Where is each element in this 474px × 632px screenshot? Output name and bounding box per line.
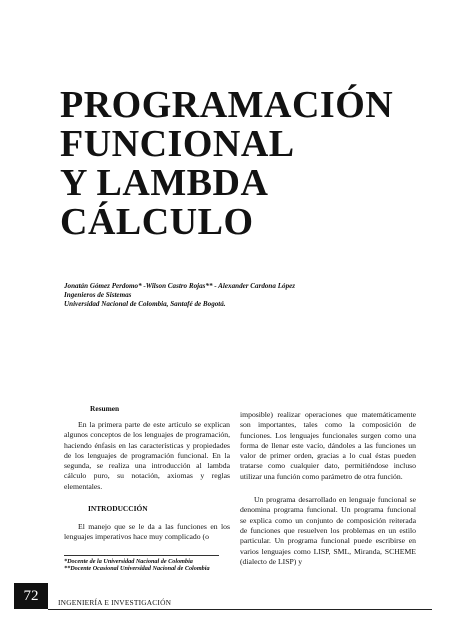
introduccion-paragraph: El manejo que se le da a las funciones en los lenguajes imperativos hace muy complicado (o: [64, 522, 230, 542]
right-column: [240, 410, 416, 567]
footnote-rule: [64, 555, 219, 556]
footnote-1: *Docente de la Universidad Nacional de Colombia: [64, 558, 193, 565]
resumen-heading: Resumen: [90, 404, 120, 413]
resumen-body: [64, 420, 230, 492]
article-title: [60, 86, 440, 242]
right-paragraph-2: Un programa desarrollado en lenguaje funcional se denomina programa funcional. Un programa funcional se explica como un conjunto de composición reiterada de funciones que resuelven los problemas en un estilo particular. Un programa funcional puede escribirse en varios lenguajes como LISP, SML, Miranda, SCHEME (dialecto de LISP) y: [240, 495, 416, 566]
resumen-paragraph: En la primera parte de este artículo se explican algunos conceptos de los lenguajes de programación, haciendo énfasis en las características y propiedades de los lenguajes de programación funcional. En la segunda, se realiza una introducción al lambda cálculo puro, su notación, axiomas y reglas elementales.: [64, 420, 230, 491]
introduccion-heading: INTRODUCCIÓN: [88, 504, 148, 513]
right-paragraph-1: imposible) realizar operaciones que matemáticamente son importantes, tales como la composición de funciones. Los lenguajes funcionales surgen como una forma de llenar este vacío, dándoles a las funciones un valor de primer orden, gracias a lo cual éstas pueden tratarse como cualquier dato, permitiéndose incluso utilizar una función como parámetro de otra función.: [240, 410, 416, 481]
author-role: Ingenieros de Sistemas: [64, 291, 132, 300]
journal-name: INGENIERÍA E INVESTIGACIÓN: [58, 598, 172, 607]
title-line-2: FUNCIONAL: [60, 123, 295, 165]
page-number: 72: [14, 583, 48, 609]
footnote-2: **Docente Ocasional Universidad Nacional de Colombia: [64, 565, 210, 573]
author-names: Jonatán Gómez Perdomo* -Wilson Castro Rojas** - Alexander Cardona López: [64, 282, 296, 290]
footnotes: [64, 558, 244, 573]
author-affiliation: Universidad Nacional de Colombia, Santafé de Bogotá.: [64, 300, 226, 309]
title-line-3: Y LAMBDA: [60, 162, 269, 204]
author-block: [64, 282, 434, 310]
introduccion-body: [64, 522, 230, 543]
footer-rule: [48, 609, 432, 610]
title-line-1: PROGRAMACIÓN: [60, 84, 394, 126]
title-line-4: CÁLCULO: [60, 201, 254, 243]
